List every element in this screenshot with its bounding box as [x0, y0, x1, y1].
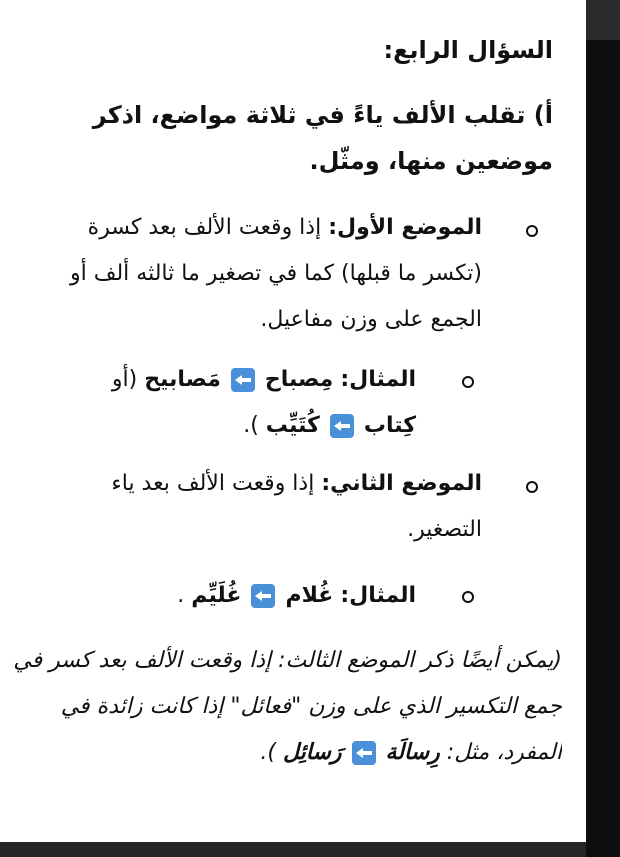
- list-item-first-position: [62, 205, 482, 343]
- example2-word1: غُلام: [285, 583, 334, 608]
- note-text: (يمكن أيضًا ذكر الموضع الثالث: إذا وقعت الألف بعد كسر في جمع التكسير الذي على وزن "فعائل" إذا كانت زائدة في المفرد، مثل:: [13, 648, 562, 765]
- example1-paren-close: ).: [243, 413, 259, 438]
- item2-text: إذا وقعت الألف بعد ياء التصغير.: [111, 471, 482, 542]
- example1-word4: كُتَيِّب: [265, 413, 320, 438]
- item1-text: إذا وقعت الألف بعد كسرة (تكسر ما قبلها) كما في تصغير ما ثالثه ألف أو الجمع على وزن مفاعيل.: [69, 215, 482, 332]
- item2-label: الموضع الثاني:: [321, 471, 482, 496]
- question-text: تقلب الألف ياءً في ثلاثة مواضع، اذكر موضعين منها، ومثّل.: [92, 101, 553, 175]
- item1-label: الموضع الأول:: [328, 215, 482, 240]
- left-arrow-icon: [330, 414, 354, 438]
- hollow-circle-bullet-icon: [526, 481, 538, 493]
- hollow-circle-bullet-icon: [526, 225, 538, 237]
- example1-word2: مَصابيح: [144, 367, 221, 392]
- left-arrow-icon: [352, 741, 376, 765]
- example2-word2: غُلَيِّم: [191, 583, 242, 608]
- example1-paren-open: (أو: [111, 367, 138, 392]
- example2-end: .: [177, 583, 185, 608]
- note-end: ).: [260, 740, 276, 765]
- section-title: السؤال الرابع:: [383, 36, 553, 64]
- window-tab: [586, 0, 620, 40]
- example-first-position: [66, 357, 416, 449]
- example1-label: المثال:: [340, 367, 416, 392]
- left-arrow-icon: [231, 368, 255, 392]
- note-word1: رِسالَة: [385, 740, 440, 765]
- question-prefix: أ): [533, 101, 553, 129]
- example-second-position: [66, 573, 416, 619]
- hollow-circle-bullet-icon: [462, 376, 474, 388]
- left-arrow-icon: [251, 584, 275, 608]
- hollow-circle-bullet-icon: [462, 591, 474, 603]
- question-a: [23, 92, 553, 184]
- example1-word3: كِتاب: [363, 413, 416, 438]
- bottom-edge-band: [0, 842, 586, 857]
- example1-word1: مِصباح: [264, 367, 334, 392]
- note-third-position: [0, 638, 562, 776]
- note-word2: رَسائِل: [282, 740, 342, 765]
- list-item-second-position: [62, 461, 482, 553]
- right-edge-strip: [586, 0, 620, 857]
- example2-label: المثال:: [340, 583, 416, 608]
